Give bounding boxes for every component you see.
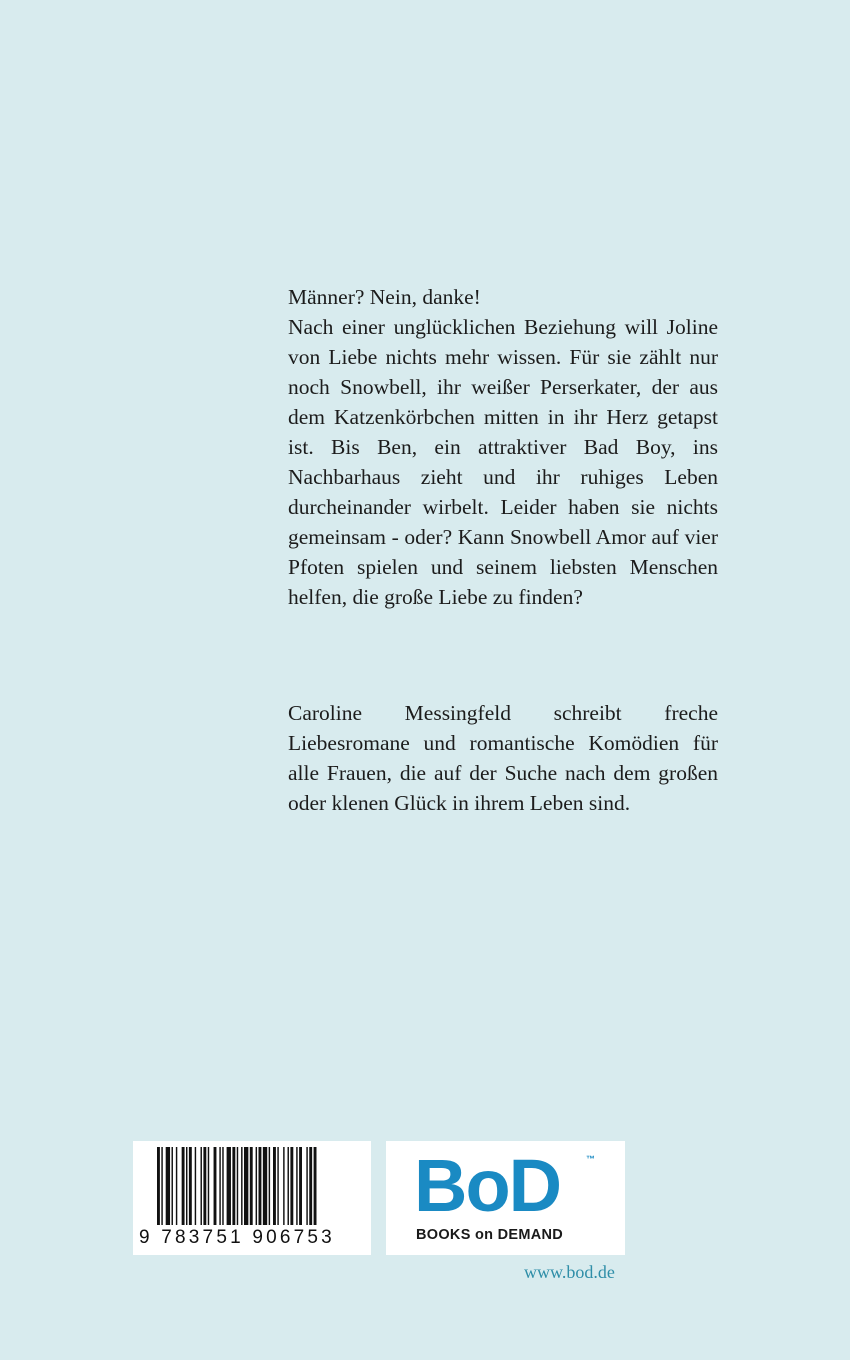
barcode-bar (299, 1147, 302, 1225)
barcode-bar (232, 1147, 235, 1225)
isbn-barcode (133, 1141, 371, 1255)
blurb-body: Nach einer unglücklichen Beziehung will Joline von Liebe nichts mehr wissen. Für sie zählt nur noch Snowbell, ihr weißer Perserkater, der aus dem Katzenkörbchen mitten in ihr Herz getapst ist. Bis Ben, ein attraktiver Bad Boy, ins Nachbarhaus zieht und ihr ruhiges Leben durcheinander wirbelt. Leider haben sie nichts gemeinsam - oder? Kann Snowbell Amor auf vier Pfoten spielen und seinem liebsten Menschen helfen, die große Liebe zu finden? (288, 315, 718, 609)
barcode-bar (208, 1147, 209, 1225)
trademark-symbol: ™ (586, 1154, 595, 1164)
barcode-bar (182, 1147, 185, 1225)
barcode-bar (314, 1147, 317, 1225)
barcode-bar (269, 1147, 270, 1225)
barcode-bar (222, 1147, 223, 1225)
publisher-logo (386, 1141, 625, 1255)
barcode-bar (244, 1147, 248, 1225)
barcode-bar (256, 1147, 257, 1225)
barcode-bar (241, 1147, 242, 1225)
barcode-bar (309, 1147, 312, 1225)
author-bio-text: Caroline Messingfeld schreibt freche Liebesromane und romantische Komödien für alle Frauen, die auf der Suche nach dem großen oder klenen Glück in ihrem Leben sind. (288, 701, 718, 815)
barcode-bar (263, 1147, 267, 1225)
barcode-bar (203, 1147, 206, 1225)
barcode-bar (306, 1147, 307, 1225)
barcode-bar (283, 1147, 284, 1225)
blurb (288, 282, 718, 612)
author-bio (288, 698, 718, 818)
barcode-bar (259, 1147, 262, 1225)
barcode-bar (189, 1147, 192, 1225)
barcode-bar (250, 1147, 253, 1225)
barcode-bar (227, 1147, 231, 1225)
barcode-bars (133, 1141, 371, 1231)
barcode-bar (296, 1147, 297, 1225)
barcode-bar (237, 1147, 238, 1225)
barcode-bar (201, 1147, 202, 1225)
barcode-bar (273, 1147, 276, 1225)
isbn-digits: 9 783751 906753 (139, 1227, 335, 1248)
barcode-bar (277, 1147, 278, 1225)
barcode-bar (186, 1147, 187, 1225)
barcode-bar (176, 1147, 177, 1225)
barcode-bar (195, 1147, 196, 1225)
barcode-bar (172, 1147, 173, 1225)
barcode-bar (161, 1147, 162, 1225)
barcode-bar (288, 1147, 289, 1225)
barcode-bar (157, 1147, 160, 1225)
barcode-bar (166, 1147, 170, 1225)
barcode-bar (290, 1147, 293, 1225)
barcode-bar (214, 1147, 217, 1225)
barcode-bar (219, 1147, 220, 1225)
blurb-headline: Männer? Nein, danke! (288, 285, 481, 309)
publisher-tagline: BOOKS on DEMAND (416, 1227, 564, 1243)
publisher-website: www.bod.de (524, 1262, 615, 1282)
bod-logo-text: BoD (414, 1144, 561, 1227)
